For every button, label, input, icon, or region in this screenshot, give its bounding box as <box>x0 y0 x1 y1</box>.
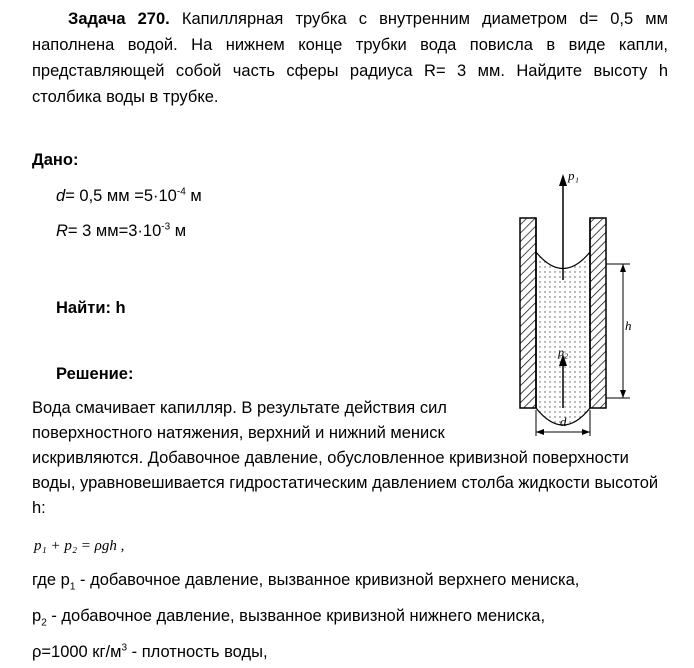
p2-label: p₂ <box>558 345 569 359</box>
given-d: d= 0,5 мм $=5\cdot 10^{-4}$ м <box>56 186 202 205</box>
explain-p1: где $p_1$ - добавочное давление, вызванное кривизной верхнего мениска, <box>32 571 580 593</box>
h-label: h <box>625 318 632 333</box>
formula: p₁ + p₂ = ρgh , <box>34 538 125 554</box>
problem-text: Капиллярная трубка с внутренним диаметром d= 0,5 мм наполнена водой. На нижнем конце трубки вода повисла в виде капли, представляющей собой часть сферы радиуса R= 3 мм. Найдите высоту h столбика воды в трубке. <box>32 10 668 106</box>
p1-label: p₁ <box>568 168 580 183</box>
tube-wall-left <box>520 218 536 408</box>
tube-wall-right <box>590 218 606 408</box>
d-label: d <box>560 414 567 429</box>
problem-statement <box>32 6 668 110</box>
capillary-figure <box>508 160 648 440</box>
given-heading: Дано: <box>32 151 79 169</box>
explain-rho: ρ=1000 $кг/м^3$ - плотность воды, <box>32 642 268 661</box>
given-R: R= 3 $мм=3\cdot 10^{-3}$ м <box>56 221 187 240</box>
problem-label: Задача 270. <box>68 10 170 28</box>
solution-para-bottom: искривляются. Добавочное давление, обусловленное кривизной поверхности воды, уравновешивается гидростатическим давлением столба жидкости высотой h: <box>32 449 659 517</box>
solution-heading: Решение: <box>56 365 134 383</box>
explain-p2: $p_2$ - добавочное давление, вызванное кривизной нижнего мениска, <box>32 607 546 629</box>
solution-para-top: Вода смачивает капилляр. В результате действия сил поверхностного натяжения, верхний и нижний мениск <box>32 399 447 442</box>
find-label: Найти: h <box>56 299 126 317</box>
